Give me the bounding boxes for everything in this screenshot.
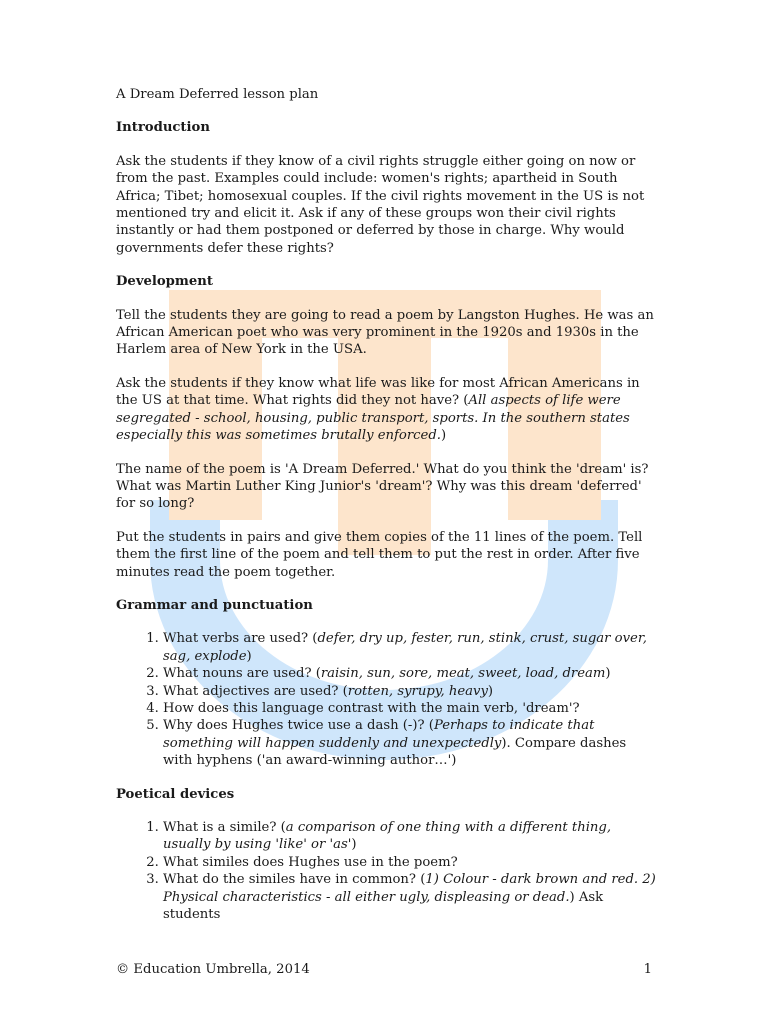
poetical-list (116, 819, 656, 923)
list-item: 4. How does this language contrast with the main verb, 'dream'? (163, 700, 656, 717)
document-title: A Dream Deferred lesson plan (116, 87, 319, 102)
grammar-heading: Grammar and punctuation (116, 597, 313, 613)
p2-text: Ask the students if they know what life was like for most African Americans in the US at that time. What rights did they not have? ( (116, 375, 640, 409)
development-paragraph-1: Tell the students they are going to read a poem by Langston Hughes. He was an African American poet who was very prominent in the 1920s and 1930s in the Harlem area of New York in the USA. (116, 307, 654, 358)
list-item: 3. What do the similes have in common? (1) Colour - dark brown and red. 2) Physical characteristics - all either ugly, displeasing or dead.) Ask students (163, 871, 656, 923)
intro-heading: Introduction (116, 120, 210, 136)
list-item: 3. What adjectives are used? (rotten, syrupy, heavy) (163, 683, 656, 700)
development-paragraph-3: The name of the poem is 'A Dream Deferred.' What do you think the 'dream' is? What was Martin Luther King Junior's 'dream'? Why was this dream 'deferred' for so long? (116, 461, 649, 512)
poetical-heading: Poetical devices (116, 786, 235, 802)
page-number: 1 (643, 962, 652, 977)
p2-close: ) (440, 428, 447, 444)
intro-paragraph: Ask the students if they know of a civil rights struggle either going on now or from the past. Examples could include: women's rights; apartheid in South Africa; Tibet; homosexual couples. If the civil rights movement in the US is not mentioned try and elicit it. Ask if any of these groups won their civil rights instantly or had them postponed or deferred by those in charge. Why would governments defer these rights? (116, 153, 645, 256)
list-item: 1. What verbs are used? (defer, dry up, fester, run, stink, crust, sugar over, sag, explode) (163, 630, 656, 665)
grammar-list (116, 630, 656, 769)
list-item: 5. Why does Hughes twice use a dash (-)? (Perhaps to indicate that something will happen suddenly and unexpectedly). Compare dashes with hyphens ('an award-winning author…') (163, 717, 656, 769)
document-body (116, 86, 656, 939)
development-heading: Development (116, 274, 213, 290)
page-footer (116, 962, 652, 977)
copyright-text: © Education Umbrella, 2014 (116, 962, 310, 977)
list-item: 2. What similes does Hughes use in the poem? (163, 854, 656, 871)
list-item: 2. What nouns are used? (raisin, sun, sore, meat, sweet, load, dream) (163, 665, 656, 682)
development-paragraph-2 (116, 375, 656, 445)
list-item: 1. What is a simile? (a comparison of one thing with a different thing, usually by using 'like' or 'as') (163, 819, 656, 854)
p2-italic: All aspects of life were segregated - school, housing, public transport, sports. In the southern states especially this was sometimes brutally enforced. (116, 393, 630, 444)
development-paragraph-4: Put the students in pairs and give them copies of the 11 lines of the poem. Tell them the first line of the poem and tell them to put the rest in order. After five minutes read the poem together. (116, 529, 643, 580)
